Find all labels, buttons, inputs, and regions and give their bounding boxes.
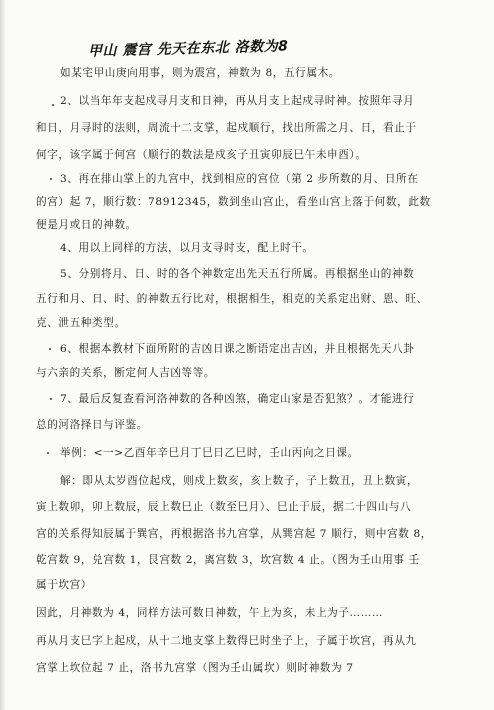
text-line-12: 6、根据本教材下面所附的吉凶日课之断语定出吉凶，并且根据先天八卦 (60, 343, 415, 355)
text-line-16: 举例：<一>乙酉年辛巳月丁巳日乙巳时，壬山丙向之日课。 (60, 447, 359, 459)
text-line-19: 宫的关系得知辰属于巽宫，再根据洛书九宫掌，从巽宫起 7 顺行，则中宫数 8， (36, 528, 432, 540)
text-line-11: 克、泄五种类型。 (36, 317, 126, 329)
text-line-10: 五行和月、日、时、的神数五行比对，根据相生，相克的关系定出财、恩、旺、 (36, 293, 428, 305)
scan-speck (52, 104, 54, 106)
text-line-14: 7、最后反复查看河洛神数的各种凶煞，确定山家是否犯煞？。才能进行 (60, 393, 415, 405)
text-line-5: 3、再在排山掌上的九宫中，找到相应的宫位（第 2 步所数的月、日所在 (60, 173, 419, 185)
scan-speck (47, 452, 49, 454)
text-line-15: 总的河洛择日与评鉴。 (36, 419, 148, 431)
text-line-24: 宫掌上坎位起 7 止，洛书九宫掌（图为壬山属坎）则时神数为 7 (36, 662, 354, 674)
text-line-13: 与六亲的关系，断定何人吉凶等等。 (36, 367, 216, 379)
scan-speck (49, 348, 51, 350)
text-line-8: 4、用以上同样的方法，以月支寻时支，配上时干。 (60, 242, 314, 254)
text-line-9: 5、分别将月、日、时的各个神数定出先天五行所属。再根据坐山的神数 (60, 268, 415, 280)
scan-shadow-edge (0, 0, 6, 710)
text-line-2: 2、以当年年支起戍寻月支和日神，再从月支上起戍寻时神。按照年寻月 (60, 95, 415, 107)
text-line-18: 寅上数卯，卯上数辰，辰上数巳止（数至巳月）、巳止于辰，据二十四山与八 (36, 501, 412, 513)
text-line-20: 乾宫数 9，兑宫数 1，艮宫数 2，离宫数 3，坎宫数 4 止。（图为壬山用事 壬 (36, 554, 420, 566)
text-line-4: 何字，该字属于何宫（顺行的数法是戍亥子丑寅卯辰巳午未申酉）。 (36, 149, 367, 161)
text-line-1: 如某宅甲山庚向用事，则为震宫，神数为 8，五行属木。 (60, 67, 340, 79)
text-line-7: 便是月或日的神数。 (36, 219, 137, 231)
scan-speck (50, 178, 52, 180)
text-line-17: 解：即从太岁酉位起戍，则戍上数亥，亥上数子，子上数丑，丑上数寅， (60, 475, 419, 487)
text-line-3: 和日，月寻时的法则，周流十二支掌，起戍顺行，找出所需之月、日，看止于 (36, 122, 417, 134)
text-line-6: 的宫）起 7，顺行数：78912345，数到坐山宫止，看坐山宫上落于何数，此数 (36, 196, 431, 208)
handwritten-note: 甲山 震宫 先天在东北 洛数为8 (87, 38, 289, 60)
text-line-22: 因此，月神数为 4，同样方法可数日神数，午上为亥，未上为子……… (36, 607, 384, 619)
text-line-21: 属于坎宫） (36, 579, 92, 591)
text-line-23: 再从月支巳字上起戍，从十二地支掌上数得巳时坐子上，子属于坎宫，再从九 (36, 635, 417, 647)
scan-speck (50, 398, 52, 400)
